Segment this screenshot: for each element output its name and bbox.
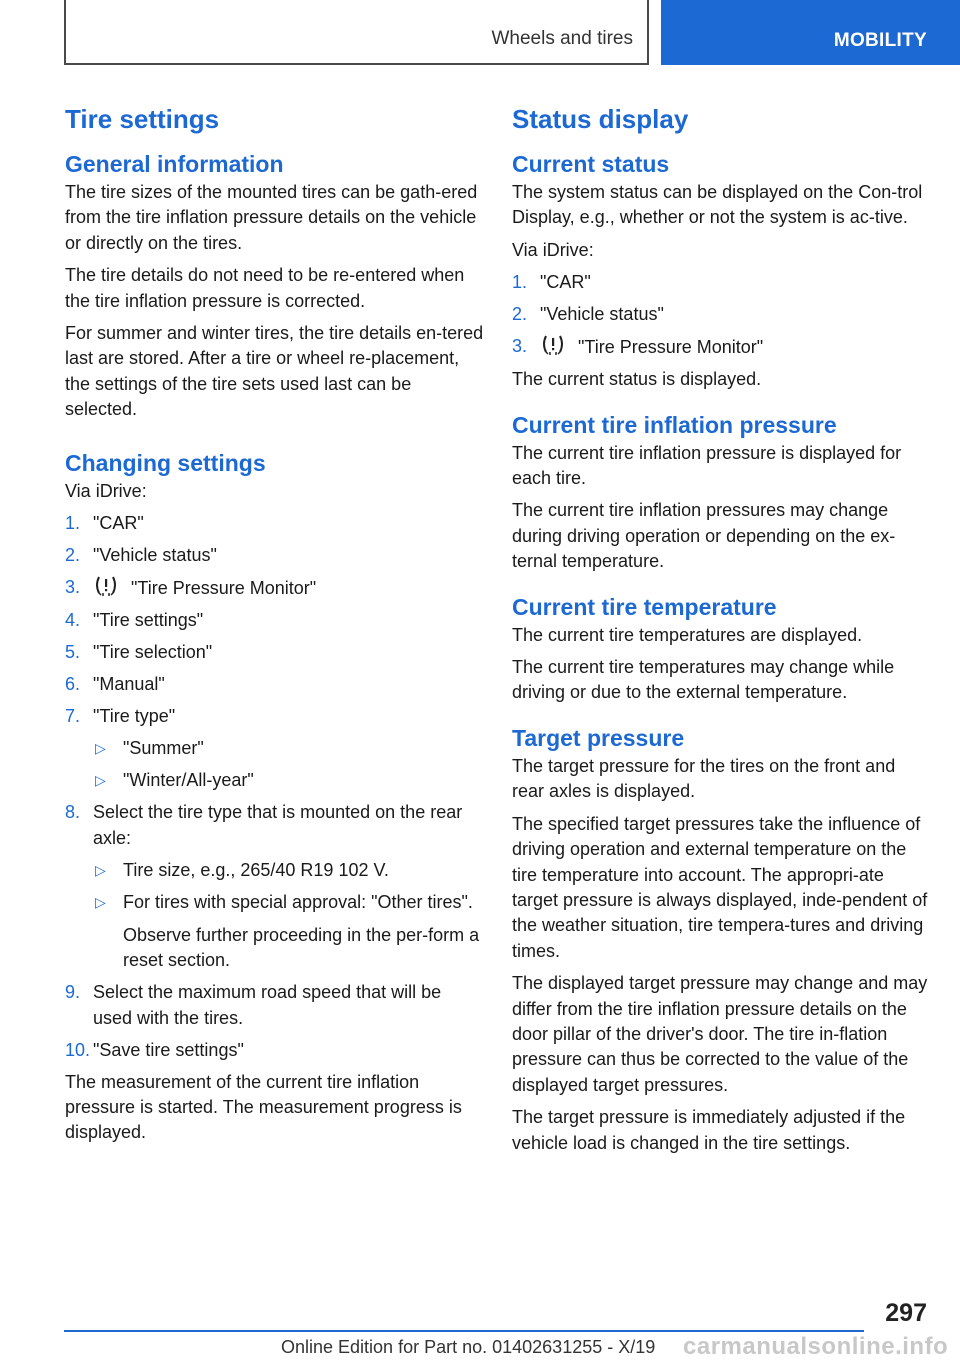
tire-size-options [93,858,485,973]
list-item [512,270,932,295]
paragraph: The current status is displayed. [512,369,762,390]
paragraph: For summer and winter tires, the tire details en‐tered last are stored. After a tire or wheel re‐placement, the settings of the tire sets used last can be selected. [65,323,484,420]
general-information-heading: General information [65,151,284,177]
list-item [93,736,485,761]
list-item [65,980,485,1031]
list-item [93,890,485,973]
step-text: "Manual" [93,674,165,695]
list-item [65,511,485,536]
triangle-bullet-icon: ▷ [95,772,106,789]
section-title: Wheels and tires [491,28,633,49]
status-display-title: Status display [512,104,689,134]
step-number: 1. [65,513,81,534]
paragraph: The system status can be displayed on the Con‐trol Display, e.g., whether or not the system is ac‐tive. [512,182,923,228]
via-idrive-label: Via iDrive: [512,239,594,260]
step-number: 2. [512,304,528,325]
header-chapter-tab [661,0,960,65]
list-item [65,800,485,973]
paragraph: The tire details do not need to be re-entered when the tire inflation pressure is corrected. [65,265,465,311]
list-item [65,672,485,697]
bullet-text: Tire size, e.g., 265/40 R19 102 V. [123,860,389,881]
chapter-label: MOBILITY [833,30,927,51]
step-text: "Tire selection" [93,642,213,663]
step-number: 2. [65,545,81,566]
list-item [65,543,485,568]
paragraph: The target pressure is immediately adjusted if the vehicle load is changed in the tire settings. [512,1107,906,1153]
step-text: "Tire settings" [93,610,204,631]
footer-divider [64,1330,864,1332]
current-status-heading: Current status [512,151,670,177]
paragraph: The current tire temperatures are displayed. [512,624,863,645]
step-text: Select the maximum road speed that will be used with the tires. [93,982,442,1028]
step-text: "CAR" [540,272,591,293]
step-text: "Tire Pressure Monitor" [131,578,317,599]
edition-text: Online Edition for Part no. 01402631255 - X/19 [281,1337,656,1357]
tire-settings-title: Tire settings [65,104,220,134]
paragraph: The tire sizes of the mounted tires can be gath‐ered from the tire inflation pressure details on the vehicle or directly on the tires. [65,182,478,253]
step-number: 8. [65,802,81,823]
tire-pressure-warning-icon [540,334,566,354]
step-number: 5. [65,642,81,663]
settings-steps-list [65,511,485,1063]
current-inflation-heading: Current tire inflation pressure [512,411,837,438]
step-text: "Vehicle status" [93,545,217,566]
header-section-box [64,0,649,65]
paragraph: The current tire inflation pressure is displayed for each tire. [512,442,902,489]
step-number: 4. [65,610,81,631]
list-item [65,640,485,665]
step-text: "Tire Pressure Monitor" [578,337,764,358]
tire-type-options [93,736,485,793]
step-number: 3. [512,336,528,357]
paragraph: The specified target pressures take the influence of driving operation and external temperature on the tire temperature into account. The appropri‐ate target pressure is always displayed, inde‐pendent of the weather situation, tire tempera‐tures and driving times. [512,813,928,961]
paragraph: The measurement of the current tire inflation pressure is started. The measurement progress is displayed. [65,1071,462,1143]
step-text: "Tire type" [93,706,176,727]
changing-settings-heading: Changing settings [65,449,266,476]
status-steps-list [512,270,932,360]
list-item [512,334,932,360]
left-column [65,100,485,1153]
bullet-text: "Summer" [123,738,204,759]
list-item [65,1038,485,1063]
current-temperature-heading: Current tire temperature [512,593,777,620]
bullet-note: Observe further proceeding in the per‐form a reset section. [123,924,480,971]
tire-pressure-warning-icon [93,575,119,595]
step-number: 9. [65,982,81,1003]
step-number: 6. [65,674,81,695]
step-text: "CAR" [93,513,144,534]
via-idrive-label: Via iDrive: [65,480,147,501]
triangle-bullet-icon: ▷ [95,894,106,911]
target-pressure-heading: Target pressure [512,724,685,751]
step-text: "Vehicle status" [540,304,664,325]
paragraph: The displayed target pressure may change and may differ from the tire inflation pressure details on the door pillar of the driver's door. The tire in‐flation pressure can thus be corrected to the value of the displayed target pressures. [512,973,928,1095]
paragraph: The current tire temperatures may change while driving or due to the external temperature. [512,657,895,703]
triangle-bullet-icon: ▷ [95,740,106,757]
step-number: 10. [65,1039,91,1060]
step-number: 1. [512,272,528,293]
step-number: 3. [65,577,81,598]
list-item [512,302,932,327]
paragraph: The current tire inflation pressures may change during driving operation or depending on the ex‐ternal temperature. [512,500,896,572]
list-item [93,858,485,883]
right-column [512,100,932,1163]
step-number: 7. [65,706,81,727]
page-number: 297 [885,1299,927,1327]
list-item [65,575,485,601]
step-text: "Save tire settings" [93,1039,244,1060]
triangle-bullet-icon: ▷ [95,862,106,879]
paragraph: The target pressure for the tires on the front and rear axles is displayed. [512,755,896,802]
list-item [65,608,485,633]
watermark: carmanualsonline.info [683,1333,949,1360]
list-item [93,768,485,793]
step-text: Select the tire type that is mounted on the rear axle: [93,802,463,848]
bullet-text: For tires with special approval: "Other tires". [123,892,473,913]
list-item [65,704,485,794]
bullet-text: "Winter/All-year" [123,770,254,791]
